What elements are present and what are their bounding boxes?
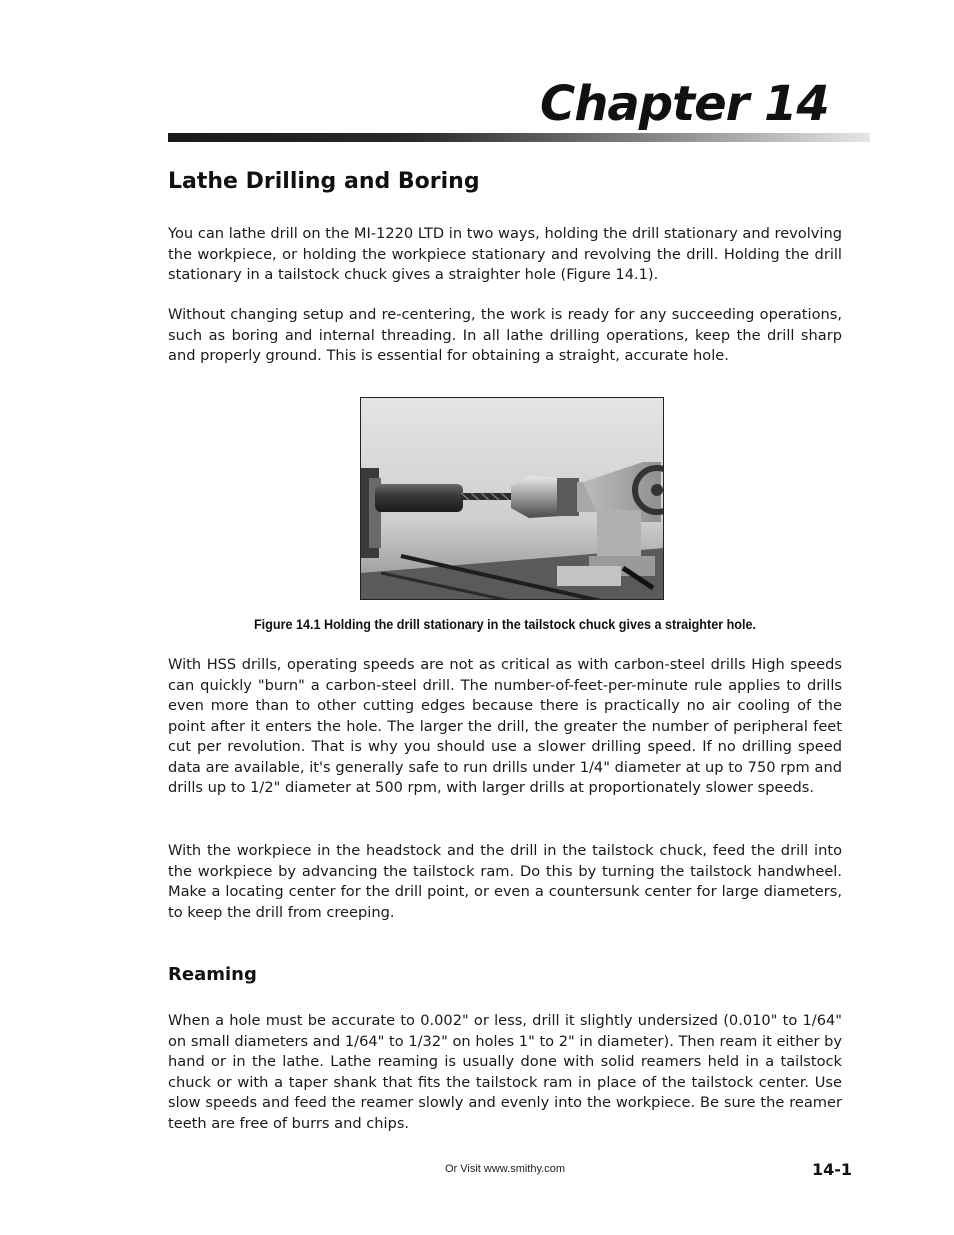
page-number: 14-1 [812, 1160, 853, 1179]
section-heading: Lathe Drilling and Boring [168, 169, 480, 194]
reaming-paragraph: When a hole must be accurate to 0.002" or less, drill it slightly undersized (0.010" to 1/64" on small diameters and 1/64" to 1/32" on holes 1" to 2" in diameter). Then ream it either by hand or in the lathe. Lathe reaming is usually done with solid reamers held in a tailstock chuck or with a taper shank that fits the tailstock ram in place of the tailstock center. Use slow speeds and feed the reamer slowly and evenly into the workpiece. Be sure the reamer teeth are free of burrs and chips. [168, 1012, 842, 1132]
intro-paragraph: You can lathe drill on the MI-1220 LTD in two ways, holding the drill stationary and revolving the workpiece, or holding the workpiece stationary and revolving the drill. Holding the drill stationary in a tailstock chuck gives a straighter hole (Figure 14.1). [168, 225, 842, 283]
tailstock-feed-paragraph: With the workpiece in the headstock and the drill in the tailstock chuck, feed the drill into the workpiece by advancing the tailstock ram. Do this by turning the tailstock handwheel. Make a locating center for the drill point, or even a countersunk center for large diameters, to keep the drill from creeping. [168, 842, 842, 921]
hss-speeds-paragraph: With HSS drills, operating speeds are not as critical as with carbon-steel drills High speeds can quickly "burn" a carbon-steel drill. The number-of-feet-per-minute rule applies to drills even more than to other cutting edges because there is practically no air cooling of the point after it enters the hole. The larger the drill, the greater the number of peripheral feet cut per revolution. That is why you should use a slower drilling speed. If no drilling speed data are available, it's generally safe to run drills under 1/4" diameter at up to 750 rpm and drills up to 1/2" diameter at 500 rpm, with larger drills at proportionately slower speeds. [168, 656, 842, 796]
subsection-heading: Reaming [168, 964, 257, 985]
setup-paragraph: Without changing setup and re-centering, the work is ready for any succeeding operations, such as boring and internal threading. In all lathe drilling operations, keep the drill sharp and properly ground. This is essential for obtaining a straight, accurate hole. [168, 306, 842, 364]
figure-caption: Figure 14.1 Holding the drill stationary in the tailstock chuck gives a straighter hole. [253, 616, 757, 632]
chapter-rule [168, 133, 870, 142]
footer-website: Or Visit www.smithy.com [445, 1163, 565, 1175]
chapter-title: Chapter 14 [540, 76, 829, 132]
figure-lathe-drilling-photo [360, 397, 664, 600]
